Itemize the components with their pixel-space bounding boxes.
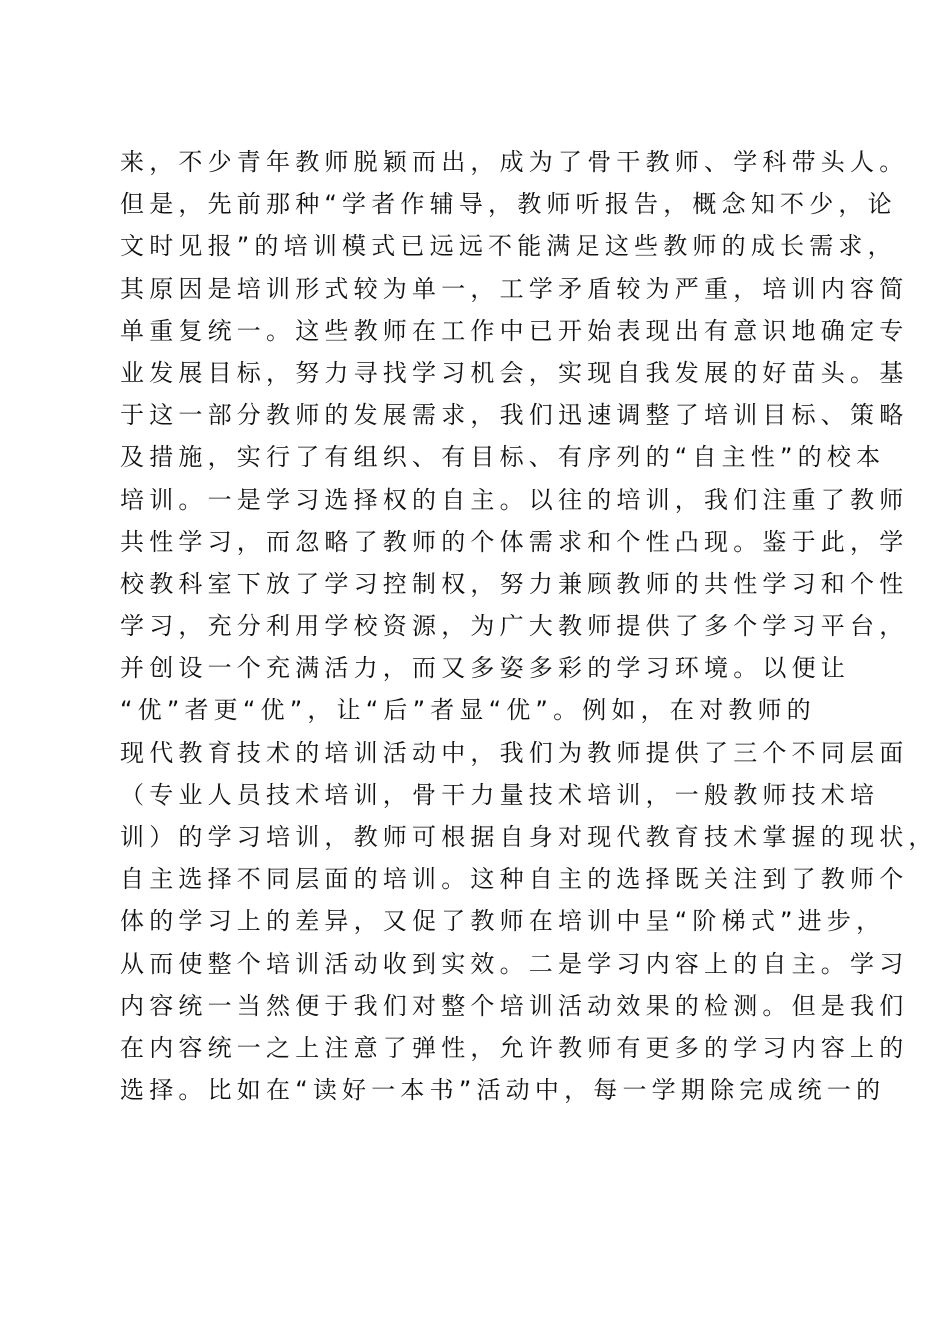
text-line: 共性学习，而忽略了教师的个体需求和个性凸现。鉴于此，学 (120, 527, 909, 556)
text-line: 内容统一当然便于我们对整个培训活动效果的检测。但是我们 (120, 991, 909, 1020)
body-text (120, 146, 938, 1116)
text-line: 来，不少青年教师脱颖而出，成为了骨干教师、学科带头人。 (120, 148, 909, 176)
text-line: 训）的学习培训，教师可根据自身对现代教育技术掌握的现状， (120, 823, 938, 851)
text-line: 现代教育技术的培训活动中，我们为教师提供了三个不同层面 (120, 738, 909, 767)
text-line: 校教科室下放了学习控制权，努力兼顾教师的共性学习和个性 (120, 569, 909, 598)
text-line: 但是，先前那种“学者作辅导，教师听报告，概念知不少，论 (120, 190, 897, 219)
text-line: 在内容统一之上注意了弹性，允许教师有更多的学习内容上的 (120, 1033, 909, 1062)
text-line: 文时见报”的培训模式已远远不能满足这些教师的成长需求， (120, 232, 897, 261)
text-line: 其原因是培训形式较为单一，工学矛盾较为严重，培训内容简 (120, 274, 909, 303)
text-line: （专业人员技术培训，骨干力量技术培训，一般教师技术培 (120, 780, 880, 809)
text-line: 选择。比如在“读好一本书”活动中，每一学期除完成统一的 (120, 1076, 886, 1105)
text-line: 于这一部分教师的发展需求，我们迅速调整了培训目标、策略 (120, 401, 909, 430)
text-line: 及措施，实行了有组织、有目标、有序列的“自主性”的校本 (120, 443, 886, 472)
text-line: 单重复统一。这些教师在工作中已开始表现出有意识地确定专 (120, 316, 909, 345)
text-line: 并创设一个充满活力，而又多姿多彩的学习环境。以便让 (120, 654, 850, 683)
text-line: 体的学习上的差异，又促了教师在培训中呈“阶梯式”进步， (120, 907, 886, 936)
text-line: 学习，充分利用学校资源，为广大教师提供了多个学习平台， (120, 612, 909, 641)
text-line: 培训。一是学习选择权的自主。以往的培训，我们注重了教师 (120, 485, 909, 514)
text-line: 业发展目标，努力寻找学习机会，实现自我发展的好苗头。基 (120, 358, 909, 387)
text-line: “优”者更“优”，让“后”者显“优”。例如，在对教师的 (120, 696, 816, 725)
text-line: 自主选择不同层面的培训。这种自主的选择既关注到了教师个 (120, 865, 909, 894)
text-line: 从而使整个培训活动收到实效。二是学习内容上的自主。学习 (120, 949, 909, 978)
